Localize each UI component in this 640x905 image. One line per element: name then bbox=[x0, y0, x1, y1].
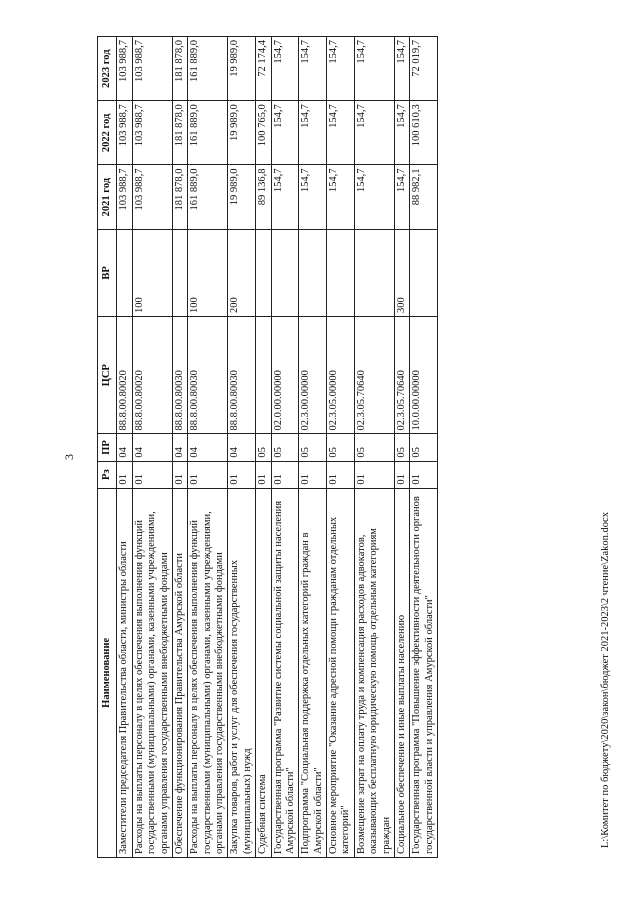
cell-rz: 01 bbox=[271, 461, 299, 488]
cell-2022: 103 988,7 bbox=[132, 101, 172, 165]
table-row bbox=[299, 37, 327, 858]
cell-rz: 01 bbox=[354, 461, 394, 488]
table-row bbox=[271, 37, 299, 858]
budget-table-container bbox=[97, 36, 527, 858]
cell-2021: 154,7 bbox=[327, 165, 355, 229]
cell-name: Заместители председателя Правительства области, министры области bbox=[117, 488, 132, 857]
cell-csr: 88.8.00.80030 bbox=[172, 317, 187, 434]
footer-file-path: L:\Комитет по бюджету\2020\закон\бюджет 2021-2023\2 чтение\Zakon.docx bbox=[600, 512, 611, 848]
cell-name: Государственная программа "Повышение эффективности деятельности органов государственной власти и управления Амурской области" bbox=[410, 488, 438, 857]
cell-2022: 154,7 bbox=[271, 101, 299, 165]
cell-csr bbox=[256, 317, 271, 434]
cell-rz: 01 bbox=[394, 461, 409, 488]
cell-2023: 103 988,7 bbox=[132, 37, 172, 101]
cell-rz: 01 bbox=[327, 461, 355, 488]
cell-2023: 161 889,0 bbox=[188, 37, 228, 101]
cell-vr: 300 bbox=[394, 229, 409, 316]
cell-pr: 04 bbox=[228, 434, 256, 461]
cell-pr: 04 bbox=[188, 434, 228, 461]
cell-pr: 05 bbox=[299, 434, 327, 461]
header-csr: ЦСР bbox=[98, 317, 117, 434]
cell-rz: 01 bbox=[188, 461, 228, 488]
cell-vr bbox=[299, 229, 327, 316]
cell-2021: 161 889,0 bbox=[188, 165, 228, 229]
cell-vr bbox=[354, 229, 394, 316]
cell-csr: 88.8.00.80030 bbox=[228, 317, 256, 434]
cell-2022: 19 989,0 bbox=[228, 101, 256, 165]
cell-csr: 02.0.00.00000 bbox=[271, 317, 299, 434]
table-row bbox=[327, 37, 355, 858]
cell-pr: 05 bbox=[271, 434, 299, 461]
table-header-row bbox=[98, 37, 117, 858]
cell-2022: 161 889,0 bbox=[188, 101, 228, 165]
cell-pr: 04 bbox=[117, 434, 132, 461]
cell-2021: 154,7 bbox=[299, 165, 327, 229]
cell-pr: 05 bbox=[394, 434, 409, 461]
cell-name: Социальное обеспечение и иные выплаты населению bbox=[394, 488, 409, 857]
cell-2023: 19 989,0 bbox=[228, 37, 256, 101]
cell-2023: 154,7 bbox=[299, 37, 327, 101]
cell-vr: 200 bbox=[228, 229, 256, 316]
cell-pr: 05 bbox=[354, 434, 394, 461]
cell-name: Основное мероприятие "Оказание адресной помощи гражданам отдельных категорий" bbox=[327, 488, 355, 857]
cell-2023: 154,7 bbox=[394, 37, 409, 101]
cell-2022: 100 610,3 bbox=[410, 101, 438, 165]
header-name: Наименование bbox=[98, 488, 117, 857]
table-row bbox=[188, 37, 228, 858]
cell-rz: 01 bbox=[299, 461, 327, 488]
cell-rz: 01 bbox=[117, 461, 132, 488]
cell-name: Возмещение затрат на оплату труда и компенсация расходов адвокатов, оказывающих бесплатную юридическую помощь отдельным категориям граждан bbox=[354, 488, 394, 857]
cell-csr: 02.3.00.00000 bbox=[299, 317, 327, 434]
cell-name: Закупка товаров, работ и услуг для обеспечения государственных (муниципальных) нужд bbox=[228, 488, 256, 857]
cell-2021: 154,7 bbox=[271, 165, 299, 229]
cell-2021: 89 136,8 bbox=[256, 165, 271, 229]
cell-2021: 103 988,7 bbox=[117, 165, 132, 229]
cell-vr bbox=[327, 229, 355, 316]
cell-name: Расходы на выплаты персоналу в целях обеспечения выполнения функций государственными (муниципальными) органами, казенными учреждениями, органами управления государственными внебюджетными фондами bbox=[188, 488, 228, 857]
cell-pr: 05 bbox=[327, 434, 355, 461]
header-vr: ВР bbox=[98, 229, 117, 316]
cell-csr: 88.8.00.80020 bbox=[117, 317, 132, 434]
cell-2021: 154,7 bbox=[354, 165, 394, 229]
table-row bbox=[256, 37, 271, 858]
cell-csr: 02.3.05.00000 bbox=[327, 317, 355, 434]
cell-vr bbox=[256, 229, 271, 316]
cell-csr: 02.3.05.70640 bbox=[394, 317, 409, 434]
table-row bbox=[410, 37, 438, 858]
cell-2022: 154,7 bbox=[327, 101, 355, 165]
cell-pr: 05 bbox=[410, 434, 438, 461]
cell-2021: 181 878,0 bbox=[172, 165, 187, 229]
cell-vr bbox=[172, 229, 187, 316]
cell-pr: 05 bbox=[256, 434, 271, 461]
cell-2021: 19 989,0 bbox=[228, 165, 256, 229]
table-row bbox=[132, 37, 172, 858]
cell-name: Расходы на выплаты персоналу в целях обеспечения выполнения функций государственными (муниципальными) органами, казенными учреждениями, органами управления государственными внебюджетными фондами bbox=[132, 488, 172, 857]
cell-2022: 154,7 bbox=[394, 101, 409, 165]
cell-csr: 10.0.00.00000 bbox=[410, 317, 438, 434]
cell-name: Обеспечение функционирования Правительства Амурской области bbox=[172, 488, 187, 857]
cell-2022: 154,7 bbox=[354, 101, 394, 165]
cell-2023: 181 878,0 bbox=[172, 37, 187, 101]
cell-vr: 100 bbox=[132, 229, 172, 316]
header-2021: 2021 год bbox=[98, 165, 117, 229]
cell-2021: 154,7 bbox=[394, 165, 409, 229]
header-pr: ПР bbox=[98, 434, 117, 461]
cell-2021: 103 988,7 bbox=[132, 165, 172, 229]
cell-2023: 72 174,4 bbox=[256, 37, 271, 101]
cell-name: Подпрограмма "Социальная поддержка отдельных категорий граждан в Амурской области" bbox=[299, 488, 327, 857]
cell-vr: 100 bbox=[188, 229, 228, 316]
cell-2021: 88 982,1 bbox=[410, 165, 438, 229]
cell-2022: 100 765,0 bbox=[256, 101, 271, 165]
cell-csr: 02.3.05.70640 bbox=[354, 317, 394, 434]
cell-rz: 01 bbox=[228, 461, 256, 488]
cell-name: Государственная программа "Развитие системы социальной защиты населения Амурской области" bbox=[271, 488, 299, 857]
cell-csr: 88.8.00.80030 bbox=[188, 317, 228, 434]
table-row bbox=[394, 37, 409, 858]
cell-2023: 154,7 bbox=[271, 37, 299, 101]
cell-pr: 04 bbox=[172, 434, 187, 461]
table-row bbox=[354, 37, 394, 858]
cell-2023: 72 019,7 bbox=[410, 37, 438, 101]
cell-2022: 154,7 bbox=[299, 101, 327, 165]
cell-csr: 88.8.00.80020 bbox=[132, 317, 172, 434]
table-row bbox=[228, 37, 256, 858]
table-row bbox=[117, 37, 132, 858]
cell-rz: 01 bbox=[256, 461, 271, 488]
cell-2023: 154,7 bbox=[327, 37, 355, 101]
header-2022: 2022 год bbox=[98, 101, 117, 165]
cell-name: Судебная система bbox=[256, 488, 271, 857]
cell-vr bbox=[117, 229, 132, 316]
cell-vr bbox=[271, 229, 299, 316]
cell-pr: 04 bbox=[132, 434, 172, 461]
cell-2023: 154,7 bbox=[354, 37, 394, 101]
cell-rz: 01 bbox=[172, 461, 187, 488]
cell-vr bbox=[410, 229, 438, 316]
cell-2023: 103 988,7 bbox=[117, 37, 132, 101]
cell-2022: 181 878,0 bbox=[172, 101, 187, 165]
cell-2022: 103 988,7 bbox=[117, 101, 132, 165]
cell-rz: 01 bbox=[410, 461, 438, 488]
table-row bbox=[172, 37, 187, 858]
header-2023: 2023 год bbox=[98, 37, 117, 101]
table-body bbox=[117, 37, 438, 858]
header-rz: Рз bbox=[98, 461, 117, 488]
cell-rz: 01 bbox=[132, 461, 172, 488]
page-number: 3 bbox=[62, 454, 76, 460]
budget-table bbox=[97, 36, 438, 858]
